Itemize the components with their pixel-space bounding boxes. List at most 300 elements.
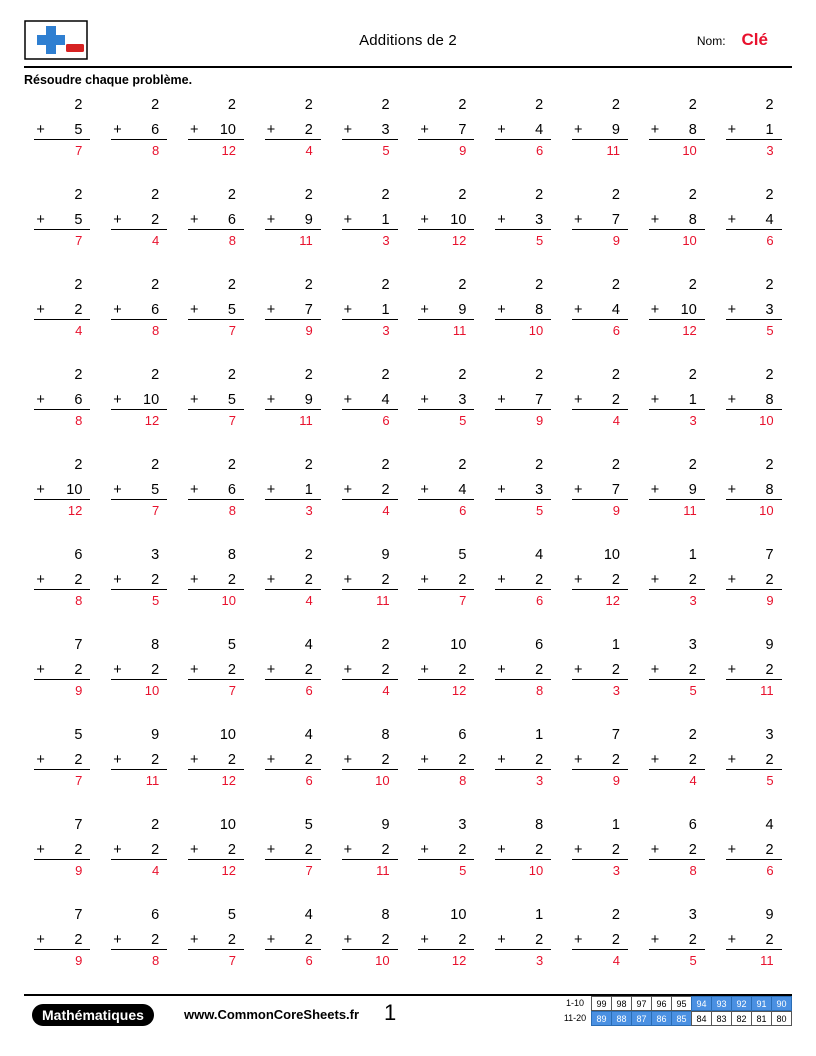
problem-top-number: 2 <box>151 187 160 203</box>
problem-cell <box>101 905 178 985</box>
plus-operator-icon: + <box>189 841 199 858</box>
problem-cell <box>638 635 715 715</box>
problem-bottom-row <box>34 925 90 950</box>
problem-cell <box>715 905 792 985</box>
plus-operator-icon: + <box>497 841 506 858</box>
brand-badge: Mathématiques <box>32 1004 154 1026</box>
plus-operator-icon: + <box>343 391 353 408</box>
plus-operator-icon: + <box>420 391 429 408</box>
problem <box>265 365 321 427</box>
problem-addend: 2 <box>381 841 390 858</box>
problem-addend: 5 <box>227 391 236 408</box>
problem-bottom-row <box>418 655 474 680</box>
problem-bottom-row <box>572 205 628 230</box>
plus-operator-icon: + <box>727 661 737 678</box>
problem-top-number: 2 <box>765 367 774 383</box>
plus-operator-icon: + <box>420 841 429 858</box>
problem-cell <box>254 455 331 535</box>
problem <box>188 905 244 967</box>
problem-addend: 5 <box>227 301 236 318</box>
problem-addend: 7 <box>304 301 313 318</box>
problem-cell <box>178 815 255 895</box>
plus-operator-icon: + <box>266 121 276 138</box>
plus-operator-icon: + <box>36 661 45 678</box>
problem <box>726 905 782 967</box>
problem-addend: 1 <box>381 301 390 318</box>
problem-answer: 5 <box>459 413 467 428</box>
problem-answer: 5 <box>766 773 774 788</box>
problem-cell <box>485 725 562 805</box>
problem-addend: 3 <box>381 121 390 138</box>
plus-operator-icon: + <box>497 661 506 678</box>
problem-bottom-row <box>649 475 705 500</box>
problem-cell <box>485 365 562 445</box>
problem-answer: 3 <box>535 773 544 788</box>
answer-key-cell: 83 <box>711 1011 732 1026</box>
problem-top-number: 5 <box>74 727 83 743</box>
problem-addend: 10 <box>450 211 467 228</box>
problem-bottom-row <box>265 385 321 410</box>
problem-answer: 3 <box>689 413 697 428</box>
problem <box>726 365 782 427</box>
problem-cell <box>101 365 178 445</box>
problem-addend: 2 <box>535 661 544 678</box>
problem-top-number: 2 <box>611 907 620 923</box>
plus-operator-icon: + <box>727 301 737 318</box>
problem-cell <box>408 365 485 445</box>
problem-cell <box>178 185 255 265</box>
problem-top-number: 10 <box>450 907 467 923</box>
problem-addend: 2 <box>688 931 697 948</box>
problem-addend: 6 <box>151 121 160 138</box>
problem-addend: 2 <box>151 751 160 768</box>
plus-operator-icon: + <box>36 841 45 858</box>
problem-answer: 6 <box>305 683 313 698</box>
problem-addend: 2 <box>611 571 620 588</box>
problem <box>342 545 398 607</box>
problem-bottom-row <box>726 295 782 320</box>
problem-cell <box>562 275 639 355</box>
problem-answer: 10 <box>528 863 544 878</box>
problem-answer: 4 <box>689 773 697 788</box>
problem-addend: 9 <box>304 211 313 228</box>
problem-bottom-row <box>188 565 244 590</box>
problem-bottom-row <box>726 385 782 410</box>
problem <box>726 545 782 607</box>
problem-addend: 10 <box>219 121 236 138</box>
problem-addend: 2 <box>611 841 620 858</box>
problem-answer: 9 <box>612 773 620 788</box>
problem-answer: 9 <box>459 143 467 158</box>
problem-answer: 5 <box>459 863 467 878</box>
problem-top-number: 2 <box>304 457 313 473</box>
problem-answer: 8 <box>459 773 467 788</box>
plus-operator-icon: + <box>343 121 353 138</box>
problem-answer: 3 <box>382 323 390 338</box>
problem-answer: 7 <box>75 233 83 248</box>
problem-bottom-row <box>342 475 398 500</box>
problem-top-number: 4 <box>304 727 313 743</box>
problem-answer: 4 <box>75 323 83 338</box>
problem <box>495 635 551 697</box>
problem-answer: 11 <box>299 413 313 428</box>
answer-key-cell: 93 <box>711 996 732 1011</box>
problem-answer: 6 <box>766 863 774 878</box>
problem <box>111 185 167 247</box>
problem-cell <box>254 365 331 445</box>
problem-top-number: 2 <box>535 187 544 203</box>
problem-bottom-row <box>649 115 705 140</box>
problem-top-number: 3 <box>688 637 697 653</box>
problem-top-number: 2 <box>304 187 313 203</box>
problem <box>342 95 398 157</box>
problem-cell <box>562 185 639 265</box>
plus-operator-icon: + <box>343 301 353 318</box>
plus-operator-icon: + <box>113 301 122 318</box>
problem-cell <box>331 815 408 895</box>
problem <box>34 275 90 337</box>
problem-cell <box>408 275 485 355</box>
problem-top-number: 6 <box>535 637 544 653</box>
problem-answer: 3 <box>612 863 620 878</box>
problem <box>572 95 628 157</box>
plus-operator-icon: + <box>266 481 276 498</box>
plus-operator-icon: + <box>113 211 122 228</box>
problem-bottom-row <box>34 385 90 410</box>
problem-addend: 5 <box>74 211 83 228</box>
problem-answer: 6 <box>612 323 620 338</box>
problem-cell <box>408 905 485 985</box>
problem <box>342 905 398 967</box>
problem-bottom-row <box>649 385 705 410</box>
problem-cell <box>715 365 792 445</box>
problem-addend: 1 <box>765 121 774 138</box>
plus-operator-icon: + <box>497 931 506 948</box>
problem-bottom-row <box>265 925 321 950</box>
problem-bottom-row <box>111 835 167 860</box>
plus-operator-icon: + <box>573 931 583 948</box>
problem-bottom-row <box>572 295 628 320</box>
problem-addend: 4 <box>765 211 774 228</box>
problem <box>418 905 474 967</box>
problem-cell <box>485 185 562 265</box>
problem-top-number: 4 <box>304 637 313 653</box>
problem-addend: 2 <box>151 661 160 678</box>
problem <box>111 365 167 427</box>
plus-operator-icon: + <box>573 571 583 588</box>
problem-cell <box>254 905 331 985</box>
problem-addend: 3 <box>535 481 544 498</box>
problem <box>726 95 782 157</box>
problem-cell <box>24 455 101 535</box>
answer-key-cell: 97 <box>631 996 652 1011</box>
problem <box>418 545 474 607</box>
plus-operator-icon: + <box>573 751 583 768</box>
problem-addend: 2 <box>304 841 313 858</box>
problem-bottom-row <box>342 565 398 590</box>
problem-bottom-row <box>726 205 782 230</box>
problem <box>572 815 628 877</box>
answer-key-cell: 85 <box>671 1011 692 1026</box>
problem-bottom-row <box>649 205 705 230</box>
problem <box>34 905 90 967</box>
problem-bottom-row <box>342 295 398 320</box>
problem-cell <box>331 545 408 625</box>
answer-key-cell: 86 <box>651 1011 672 1026</box>
problem <box>34 455 90 517</box>
problem-bottom-row <box>34 115 90 140</box>
problem-cell <box>485 275 562 355</box>
problem <box>495 365 551 427</box>
problem-addend: 2 <box>535 571 544 588</box>
problem <box>649 815 705 877</box>
problem-cell <box>331 365 408 445</box>
problem-top-number: 2 <box>304 547 313 563</box>
problem-cell <box>715 815 792 895</box>
name-label: Nom: <box>696 34 726 48</box>
problem-answer: 7 <box>228 683 236 698</box>
problem-answer: 12 <box>221 863 236 878</box>
problem-answer: 5 <box>151 593 160 608</box>
problem-bottom-row <box>572 385 628 410</box>
plus-operator-icon: + <box>189 121 199 138</box>
problem-addend: 6 <box>227 211 236 228</box>
problem-bottom-row <box>495 745 551 770</box>
page-number: 1 <box>384 1000 397 1025</box>
problem-top-number: 3 <box>458 817 467 833</box>
problem-top-number: 2 <box>765 457 774 473</box>
problem-cell <box>178 365 255 445</box>
plus-operator-icon: + <box>343 481 353 498</box>
problem <box>495 95 551 157</box>
problem-bottom-row <box>34 475 90 500</box>
answer-key-cell: 90 <box>771 996 792 1011</box>
problem-top-number: 2 <box>458 187 467 203</box>
problem-top-number: 2 <box>611 457 620 473</box>
problem <box>572 455 628 517</box>
problem-cell <box>331 95 408 175</box>
problem-bottom-row <box>342 835 398 860</box>
problem-top-number: 2 <box>151 367 160 383</box>
problem <box>34 365 90 427</box>
problem-addend: 7 <box>535 391 544 408</box>
problem-bottom-row <box>649 295 705 320</box>
problem-cell <box>331 275 408 355</box>
problem-addend: 8 <box>765 481 774 498</box>
problem-bottom-row <box>188 295 244 320</box>
plus-operator-icon: + <box>497 121 506 138</box>
problem-top-number: 2 <box>535 97 544 113</box>
answer-key-range-label: 1-10 <box>565 998 584 1008</box>
plus-operator-icon: + <box>650 121 660 138</box>
problem-answer: 12 <box>451 683 467 698</box>
problem-answer: 7 <box>305 863 313 878</box>
problem-top-number: 2 <box>381 457 390 473</box>
problem-top-number: 2 <box>688 457 697 473</box>
problem-addend: 2 <box>227 661 236 678</box>
problem-addend: 9 <box>688 481 697 498</box>
plus-operator-icon: + <box>650 841 660 858</box>
plus-operator-icon: + <box>36 121 45 138</box>
problem-cell <box>562 905 639 985</box>
problem-addend: 7 <box>458 121 467 138</box>
problem-top-number: 6 <box>74 547 83 563</box>
problem-bottom-row <box>111 565 167 590</box>
problem <box>188 455 244 517</box>
problem <box>188 815 244 877</box>
plus-operator-icon: + <box>650 931 660 948</box>
plus-operator-icon: + <box>36 931 45 948</box>
plus-operator-icon: + <box>36 301 45 318</box>
problem-top-number: 3 <box>765 727 774 743</box>
problem-bottom-row <box>418 565 474 590</box>
problem-bottom-row <box>418 835 474 860</box>
answer-key-cell: 89 <box>591 1011 612 1026</box>
problem-addend: 2 <box>74 301 83 318</box>
plus-operator-icon: + <box>727 571 737 588</box>
problem-answer: 4 <box>305 143 313 158</box>
problem-answer: 7 <box>228 953 236 968</box>
problem-cell <box>331 455 408 535</box>
problem-cell <box>254 95 331 175</box>
problem <box>726 815 782 877</box>
plus-operator-icon: + <box>573 391 583 408</box>
problem-addend: 10 <box>66 481 83 498</box>
problem-addend: 2 <box>227 571 236 588</box>
problem-bottom-row <box>111 655 167 680</box>
problem-top-number: 2 <box>227 457 236 473</box>
problem-top-number: 2 <box>688 97 697 113</box>
answer-key-cell: 99 <box>591 996 612 1011</box>
problem-bottom-row <box>726 745 782 770</box>
problem <box>649 635 705 697</box>
answer-key-cell: 91 <box>751 996 772 1011</box>
problem-cell <box>254 815 331 895</box>
plus-operator-icon: + <box>420 301 429 318</box>
problem <box>649 905 705 967</box>
problem-bottom-row <box>495 835 551 860</box>
problem-bottom-row <box>111 925 167 950</box>
problem-cell <box>638 95 715 175</box>
problem <box>342 365 398 427</box>
problem-cell <box>24 905 101 985</box>
problem-bottom-row <box>111 295 167 320</box>
problem-top-number: 8 <box>535 817 544 833</box>
problem <box>726 635 782 697</box>
problem-bottom-row <box>495 565 551 590</box>
problem-addend: 4 <box>458 481 467 498</box>
problem <box>265 275 321 337</box>
problem-addend: 2 <box>304 931 313 948</box>
problem <box>188 95 244 157</box>
problem-bottom-row <box>188 385 244 410</box>
problem-bottom-row <box>342 655 398 680</box>
problem-addend: 2 <box>151 571 160 588</box>
plus-operator-icon: + <box>113 841 122 858</box>
problem-top-number: 2 <box>535 277 544 293</box>
answer-key-range-label: 11-20 <box>563 1013 587 1023</box>
problem-addend: 3 <box>458 391 467 408</box>
problem-top-number: 2 <box>74 187 83 203</box>
problem-bottom-row <box>572 115 628 140</box>
problem-addend: 2 <box>74 841 83 858</box>
problem <box>572 905 628 967</box>
problem-bottom-row <box>572 655 628 680</box>
problem-bottom-row <box>649 655 705 680</box>
problem-cell <box>178 545 255 625</box>
problem-addend: 2 <box>765 931 774 948</box>
problem-bottom-row <box>188 655 244 680</box>
plus-operator-icon: + <box>727 751 737 768</box>
problem <box>649 95 705 157</box>
problem-cell <box>24 275 101 355</box>
problem-bottom-row <box>418 295 474 320</box>
problem-addend: 2 <box>458 841 467 858</box>
problem-addend: 2 <box>74 661 83 678</box>
problem <box>495 455 551 517</box>
problem-bottom-row <box>34 205 90 230</box>
problem-top-number: 2 <box>304 277 313 293</box>
plus-operator-icon: + <box>266 661 276 678</box>
problem <box>572 275 628 337</box>
problem-bottom-row <box>111 205 167 230</box>
problem-cell <box>715 95 792 175</box>
problem <box>265 455 321 517</box>
problem-answer: 10 <box>375 773 390 788</box>
problem-cell <box>24 815 101 895</box>
worksheet-footer <box>24 994 792 1040</box>
problem-addend: 3 <box>765 301 774 318</box>
problem-top-number: 2 <box>151 817 160 833</box>
problem-cell <box>331 635 408 715</box>
problem-answer: 3 <box>535 953 544 968</box>
problem <box>418 455 474 517</box>
problem-answer: 11 <box>376 593 390 608</box>
problem <box>495 545 551 607</box>
problem-top-number: 2 <box>611 97 620 113</box>
problem-top-number: 1 <box>535 727 544 743</box>
plus-operator-icon: + <box>650 661 660 678</box>
problem <box>649 185 705 247</box>
problem-cell <box>408 455 485 535</box>
problem-top-number: 2 <box>74 97 83 113</box>
problem-answer: 12 <box>682 323 697 338</box>
problem <box>34 635 90 697</box>
problem-answer: 6 <box>459 503 467 518</box>
plus-operator-icon: + <box>113 931 122 948</box>
problem-top-number: 2 <box>611 367 620 383</box>
problem-cell <box>638 455 715 535</box>
problem-cell <box>408 725 485 805</box>
problem-answer: 5 <box>689 953 697 968</box>
plus-operator-icon: + <box>189 931 199 948</box>
plus-operator-icon: + <box>343 661 353 678</box>
problem-answer: 8 <box>228 233 236 248</box>
problem-addend: 2 <box>151 211 160 228</box>
problem-top-number: 2 <box>765 97 774 113</box>
problem-bottom-row <box>726 475 782 500</box>
problem-bottom-row <box>188 115 244 140</box>
problem-answer: 11 <box>606 143 620 158</box>
plus-operator-icon: + <box>36 211 45 228</box>
problem-bottom-row <box>111 475 167 500</box>
problem <box>265 545 321 607</box>
problem <box>188 725 244 787</box>
problem-bottom-row <box>188 475 244 500</box>
problem-answer: 6 <box>305 773 313 788</box>
problem-answer: 12 <box>451 953 467 968</box>
problem-answer: 11 <box>683 503 697 518</box>
